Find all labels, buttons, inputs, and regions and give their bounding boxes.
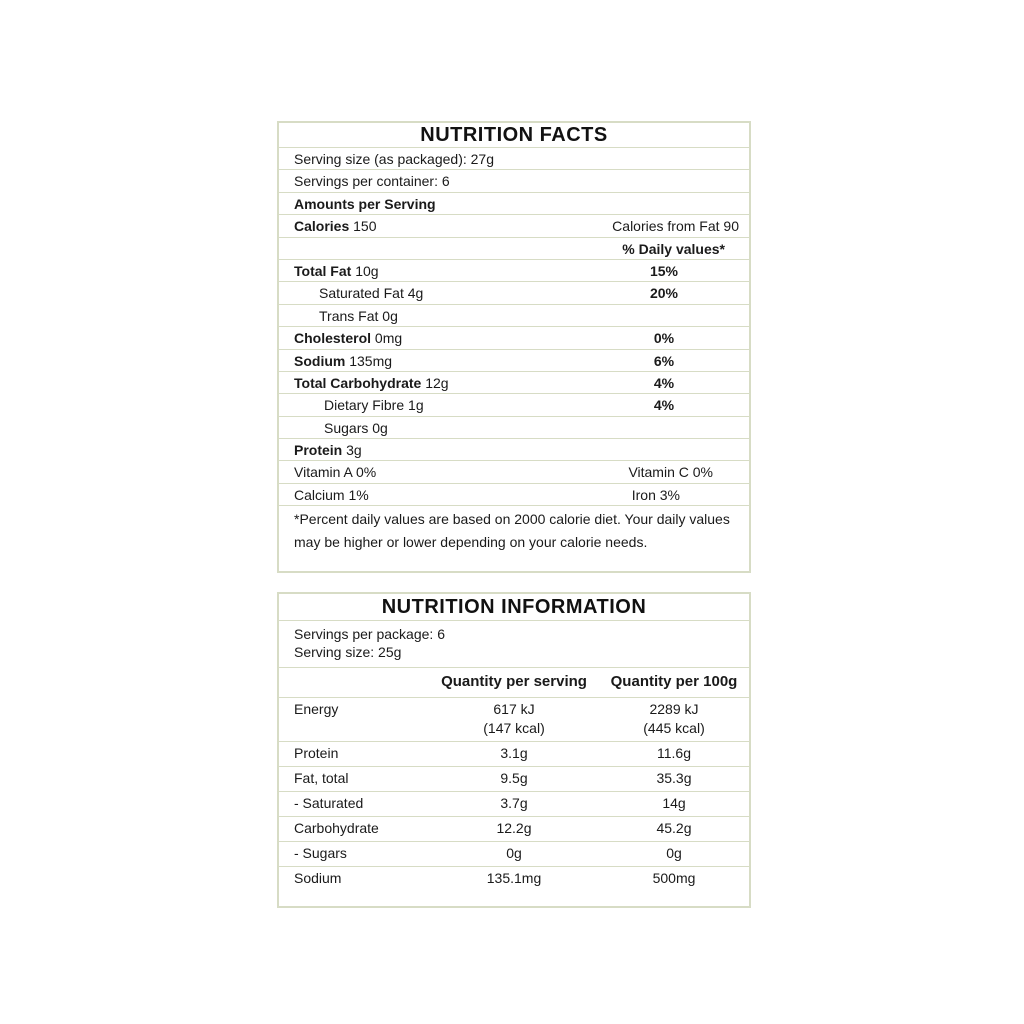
row-name: Fat, total [279,767,429,792]
row-per-100g: 45.2g [599,817,749,842]
row-per-100g: 35.3g [599,767,749,792]
header-blank [279,668,429,698]
info-serving-size: Serving size: 25g [294,644,402,660]
calories-row [279,215,749,237]
nutrient-row-total-fat [279,260,749,282]
row-per-serving: 3.7g [429,792,599,817]
nutrition-information-panel [277,592,751,908]
nutrient-daily-value: 15% [649,262,679,279]
table-row [279,842,749,867]
nutrient-row-sugars [279,417,749,439]
row-per-100g: 11.6g [599,742,749,767]
nutrient-row-cholesterol [279,327,749,349]
vitamins-row [279,461,749,483]
serving-info [279,621,749,668]
calories-value: 150 [353,218,377,235]
amounts-per-serving-row [279,193,749,215]
row-per-serving: 0g [429,842,599,867]
nutrient-amount: 0g [372,419,388,436]
calories-label: Calories [294,218,350,235]
nutrient-label: Sodium [294,352,346,369]
energy-kj-100g: 2289 kJ [649,701,699,717]
nutrient-row-sodium [279,350,749,372]
nutrient-row-total-carbohydrate [279,372,749,394]
daily-values-footnote: *Percent daily values are based on 2000 calorie diet. Your daily values may be higher or lower depending on your calorie needs. [294,511,730,551]
row-name: - Sugars [279,842,429,867]
nutrient-amount: 3g [346,442,362,459]
row-name: Carbohydrate [279,817,429,842]
table-row [279,792,749,817]
nutrient-amount: 10g [355,262,379,279]
nutrient-amount: 0mg [374,330,403,347]
nutrient-daily-value: 0% [653,330,675,347]
calories-from-fat: Calories from Fat 90 [612,218,739,235]
header-per-serving: Quantity per serving [441,673,587,690]
table-row [279,698,749,742]
nutrient-label: Total Carbohydrate [294,374,422,391]
minerals-row [279,484,749,506]
header-per-100g: Quantity per 100g [610,673,738,690]
row-per-serving: 12.2g [429,817,599,842]
energy-kcal-serving: (147 kcal) [483,720,545,736]
row-name: - Saturated [279,792,429,817]
row-per-serving [429,698,599,742]
vitamin-c: Vitamin C 0% [628,464,713,481]
amounts-per-serving: Amounts per Serving [294,195,436,212]
row-per-serving: 9.5g [429,767,599,792]
nutrition-facts-title: NUTRITION FACTS [279,123,749,148]
table-row [279,742,749,767]
nutrient-daily-value: 4% [653,397,675,414]
table-row [279,767,749,792]
nutrient-label: Cholesterol [294,330,372,347]
nutrition-information-table [279,668,749,891]
nutrient-daily-value: 6% [653,352,675,369]
nutrient-row-protein [279,439,749,461]
calcium: Calcium 1% [294,486,369,503]
row-per-serving: 135.1mg [429,867,599,892]
row-per-100g: 500mg [599,867,749,892]
nutrient-label: Total Fat [294,262,352,279]
serving-size: Serving size (as packaged): 27g [294,151,494,167]
energy-kj-serving: 617 kJ [493,701,535,717]
vitamin-a: Vitamin A 0% [294,464,377,481]
row-per-100g [599,698,749,742]
table-header-row [279,668,749,698]
nutrient-row-saturated-fat [279,282,749,304]
row-name: Energy [279,698,429,742]
nutrient-label: Dietary Fibre [324,397,405,414]
servings-per-container-row [279,170,749,192]
calories [294,215,377,237]
nutrition-information-title: NUTRITION INFORMATION [279,594,749,621]
row-name: Sodium [279,867,429,892]
nutrient-amount: 12g [425,374,449,391]
servings-per-container: Servings per container: 6 [294,173,450,190]
row-per-100g: 0g [599,842,749,867]
iron: Iron 3% [631,486,680,503]
table-row [279,817,749,842]
nutrient-row-trans-fat [279,305,749,327]
nutrient-label: Sugars [324,419,369,436]
row-per-100g: 14g [599,792,749,817]
nutrient-amount: 4g [407,285,424,302]
nutrient-label: Saturated Fat [319,285,404,302]
table-row [279,867,749,892]
nutrient-amount: 0g [382,307,398,324]
nutrient-amount: 135mg [349,352,393,369]
nutrient-row-dietary-fibre [279,394,749,416]
serving-size-row [279,148,749,170]
nutrient-label: Trans Fat [319,307,379,324]
row-per-serving: 3.1g [429,742,599,767]
nutrient-daily-value: 20% [649,285,679,302]
daily-values-row [279,238,749,260]
nutrient-daily-value: 4% [653,374,675,391]
energy-kcal-100g: (445 kcal) [643,720,705,736]
servings-per-package: Servings per package: 6 [294,626,445,642]
row-name: Protein [279,742,429,767]
nutrient-label: Protein [294,442,343,459]
daily-values-header: % Daily values* [622,240,725,257]
nutrition-facts-panel [277,121,751,573]
nutrient-amount: 1g [408,397,424,414]
